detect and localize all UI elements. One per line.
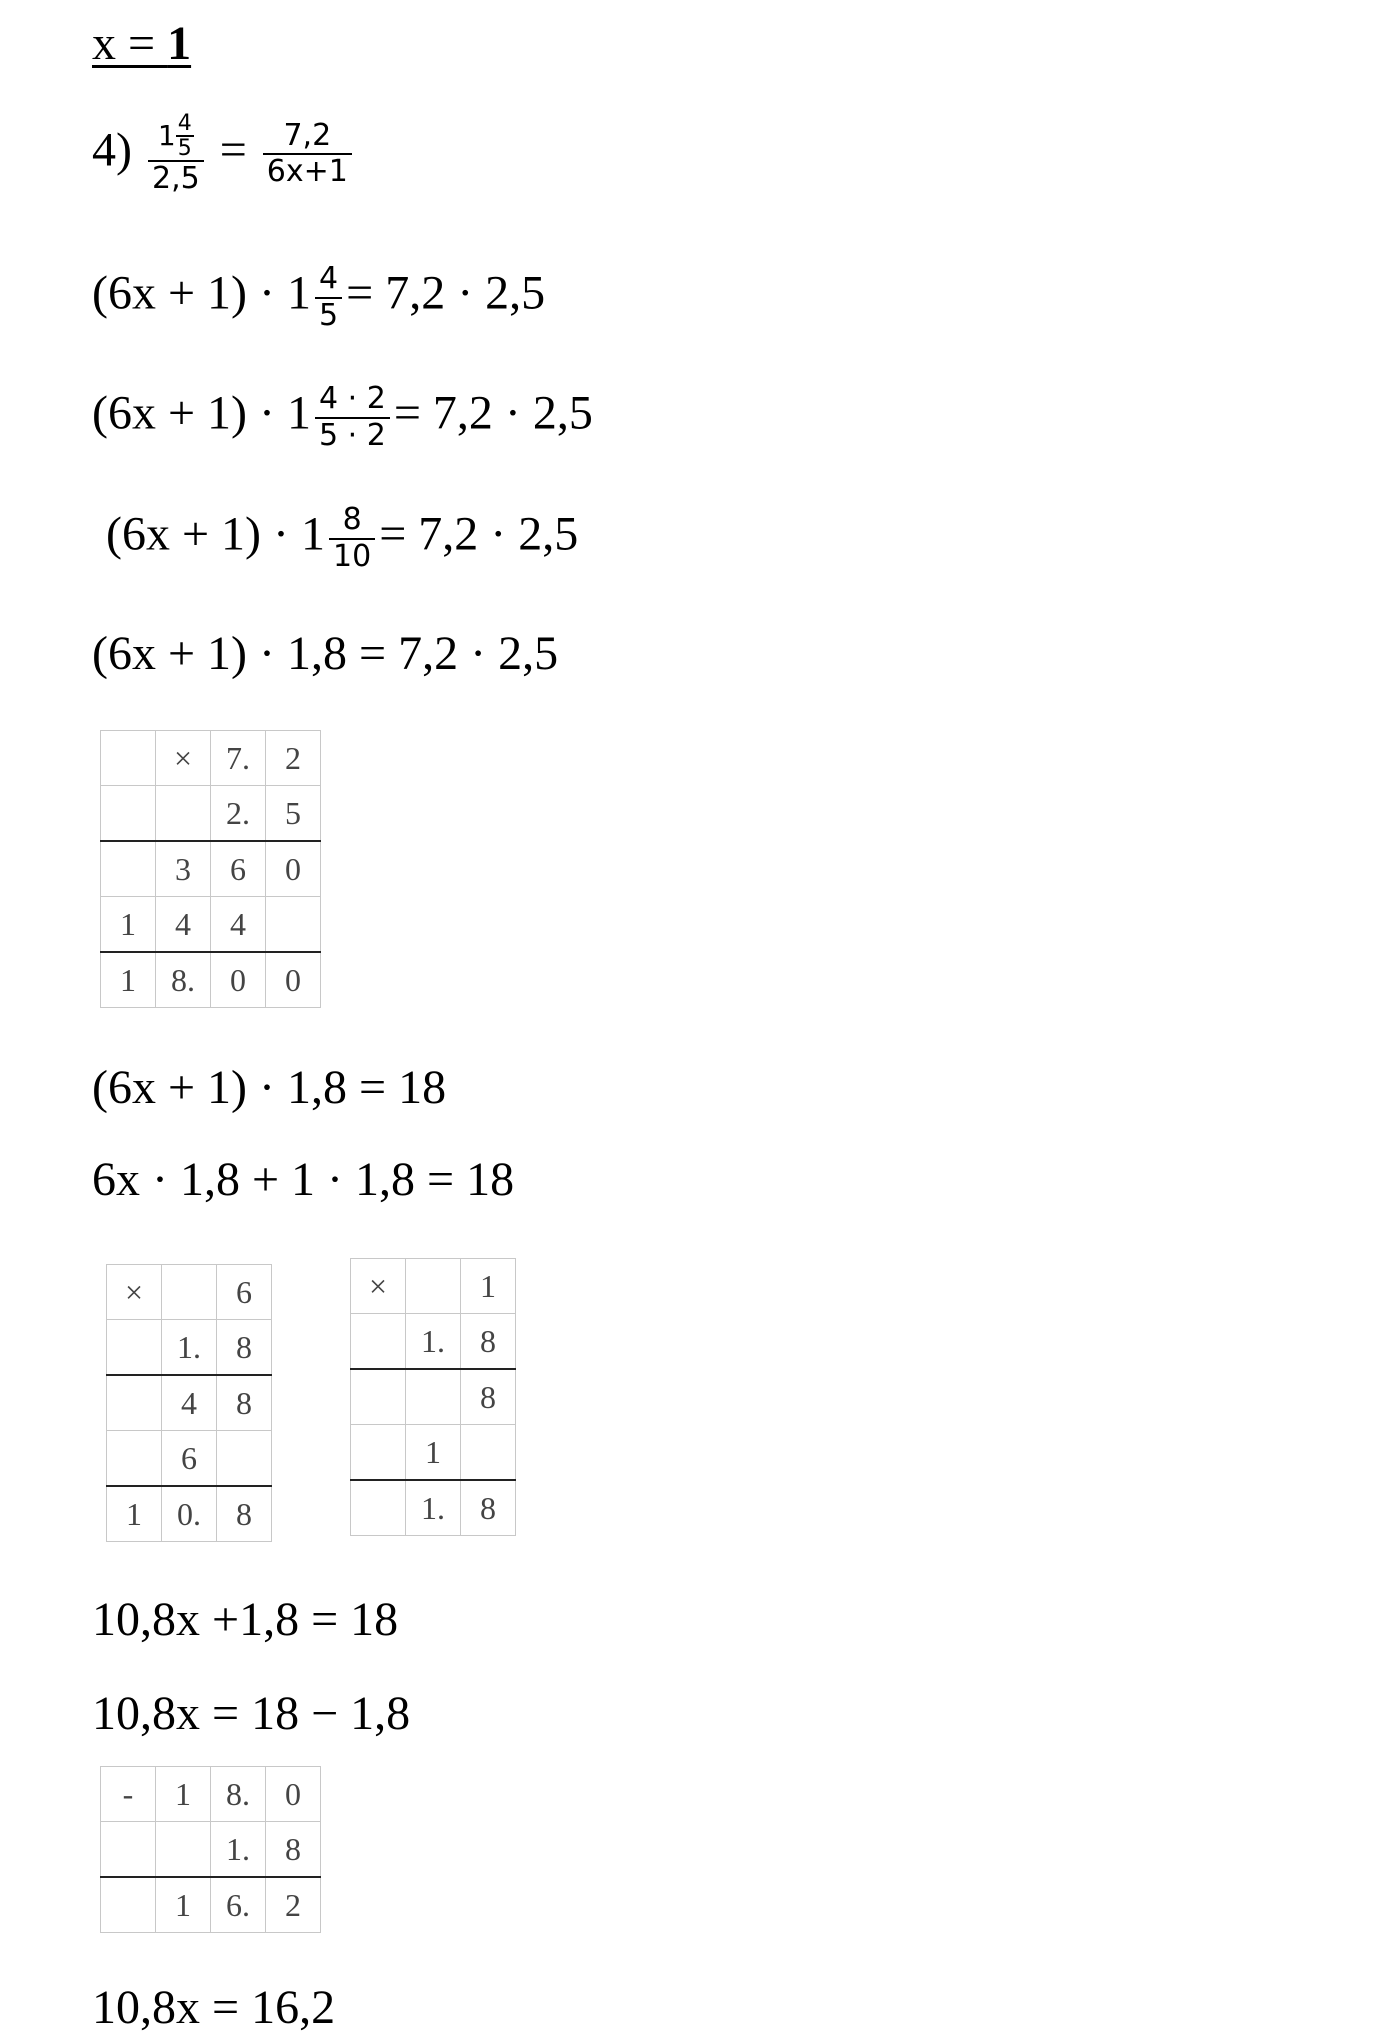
right-numerator: 7,2 bbox=[283, 117, 332, 153]
grid-cell bbox=[406, 1369, 461, 1425]
grid-cell: 6. bbox=[211, 1877, 266, 1933]
equation-5: (6x + 1) · 1,8 = 7,2 · 2,5 bbox=[92, 627, 559, 680]
grid-cell: 3 bbox=[156, 841, 211, 897]
right-fraction bbox=[263, 119, 352, 190]
grid-cell: - bbox=[101, 1767, 156, 1822]
grid-cell: 0. bbox=[162, 1486, 217, 1542]
grid-cell: 8 bbox=[461, 1480, 516, 1536]
grid-cell: 8. bbox=[211, 1767, 266, 1822]
grid-cell bbox=[351, 1480, 406, 1536]
equation-3: (6x + 1) · 1 $\frac{4 \cdot 2}{5 \cdot 2}$ = 7,2 · 2,5 bbox=[92, 381, 593, 453]
grid-cell: 2 bbox=[266, 731, 321, 786]
task-label: 4) bbox=[92, 123, 132, 177]
grid-cell bbox=[351, 1425, 406, 1481]
grid-cell: 4 bbox=[162, 1375, 217, 1431]
grid-cell: 8 bbox=[266, 1822, 321, 1878]
grid-cell: 0 bbox=[266, 1767, 321, 1822]
grid-cell: 8 bbox=[461, 1314, 516, 1370]
grid-cell: 4 bbox=[156, 897, 211, 953]
grid-cell: × bbox=[351, 1259, 406, 1314]
grid-cell: 6 bbox=[211, 841, 266, 897]
grid-cell bbox=[101, 731, 156, 786]
equation-2: (6x + 1) · 1 $\frac{4}{5}$ = 7,2 · 2,5 bbox=[92, 261, 546, 333]
multiplication-grid-2 bbox=[106, 1264, 272, 1542]
grid-cell: 1. bbox=[162, 1320, 217, 1376]
answer-value: 1 bbox=[167, 17, 192, 70]
grid-cell: 1 bbox=[156, 1767, 211, 1822]
multiplication-grid-3 bbox=[350, 1258, 516, 1536]
grid-cell: 8. bbox=[156, 952, 211, 1008]
grid-cell bbox=[156, 786, 211, 842]
grid-cell: 8 bbox=[217, 1375, 272, 1431]
equation-8: 10,8x +1,8 = 18 bbox=[92, 1593, 399, 1646]
equation-proportion bbox=[92, 112, 356, 197]
equation-6: (6x + 1) · 1,8 = 18 bbox=[92, 1061, 447, 1114]
equation-9: 10,8x = 18 − 1,8 bbox=[92, 1687, 411, 1740]
grid-cell: 8 bbox=[217, 1486, 272, 1542]
grid-cell bbox=[101, 786, 156, 842]
grid-cell bbox=[101, 1877, 156, 1933]
right-denominator: 6x+1 bbox=[263, 153, 352, 190]
grid-cell bbox=[266, 897, 321, 953]
grid-cell: 7. bbox=[211, 731, 266, 786]
grid-cell bbox=[107, 1375, 162, 1431]
grid-cell: 1. bbox=[406, 1480, 461, 1536]
grid-cell: 8 bbox=[461, 1369, 516, 1425]
grid-cell bbox=[101, 1822, 156, 1878]
grid-cell: 1 bbox=[101, 897, 156, 953]
grid-cell: 1. bbox=[406, 1314, 461, 1370]
grid-cell: × bbox=[107, 1265, 162, 1320]
grid-cell: 0 bbox=[266, 952, 321, 1008]
grid-cell: 5 bbox=[266, 786, 321, 842]
grid-cell bbox=[107, 1320, 162, 1376]
grid-cell: 1. bbox=[211, 1822, 266, 1878]
equation-7: 6x · 1,8 + 1 · 1,8 = 18 bbox=[92, 1153, 515, 1206]
answer-line bbox=[92, 17, 192, 70]
grid-cell bbox=[101, 841, 156, 897]
grid-cell bbox=[162, 1265, 217, 1320]
grid-cell: 1 bbox=[156, 1877, 211, 1933]
grid-cell bbox=[351, 1314, 406, 1370]
left-numerator: 1 $\frac{4}{5}$ bbox=[157, 111, 192, 162]
equals-sign: = bbox=[219, 123, 247, 177]
grid-cell: 6 bbox=[162, 1431, 217, 1487]
grid-cell: 2. bbox=[211, 786, 266, 842]
grid-cell: 0 bbox=[211, 952, 266, 1008]
equation-4: (6x + 1) · 1 $\frac{8}{10}$ = 7,2 · 2,5 bbox=[106, 502, 579, 574]
grid-cell: 1 bbox=[101, 952, 156, 1008]
grid-cell: 2 bbox=[266, 1877, 321, 1933]
grid-cell bbox=[156, 1822, 211, 1878]
grid-cell: × bbox=[156, 731, 211, 786]
grid-cell bbox=[351, 1369, 406, 1425]
grid-cell: 6 bbox=[217, 1265, 272, 1320]
grid-cell bbox=[217, 1431, 272, 1487]
grid-cell: 8 bbox=[217, 1320, 272, 1376]
grid-cell bbox=[406, 1259, 461, 1314]
grid-cell: 4 bbox=[211, 897, 266, 953]
grid-cell: 1 bbox=[406, 1425, 461, 1481]
left-fraction bbox=[148, 112, 204, 197]
grid-cell: 1 bbox=[107, 1486, 162, 1542]
grid-cell: 1 bbox=[461, 1259, 516, 1314]
left-denominator: 2,5 bbox=[148, 160, 204, 197]
grid-cell: 0 bbox=[266, 841, 321, 897]
grid-cell bbox=[461, 1425, 516, 1481]
subtraction-grid bbox=[100, 1766, 321, 1933]
equation-10: 10,8x = 16,2 bbox=[92, 1981, 336, 2034]
answer-prefix: x = bbox=[92, 17, 168, 70]
multiplication-grid-1 bbox=[100, 730, 321, 1008]
grid-cell bbox=[107, 1431, 162, 1487]
